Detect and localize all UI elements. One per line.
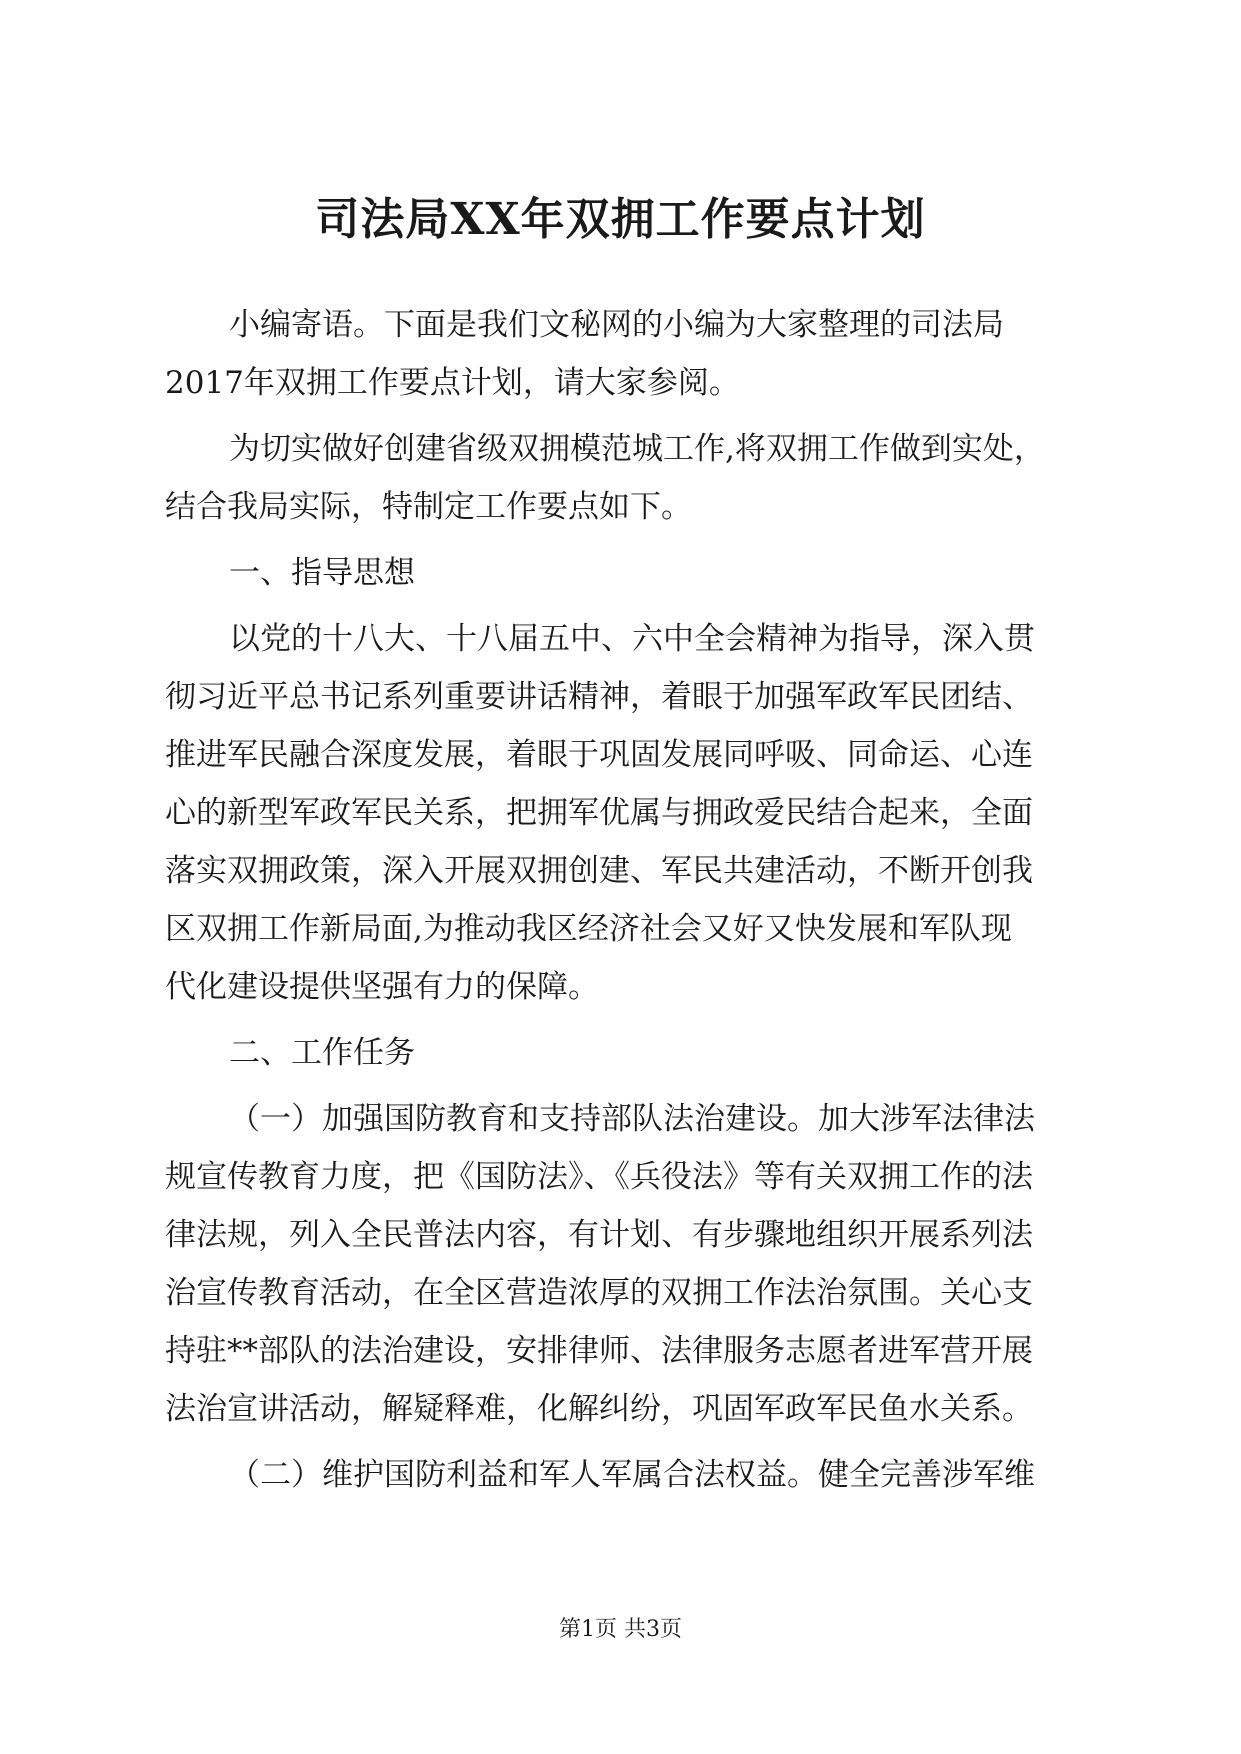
document-body	[165, 296, 1085, 1512]
paragraph	[165, 1090, 1085, 1438]
paragraph-line: 治宣传教育活动，在全区营造浓厚的双拥工作法治氛围。关心支	[165, 1275, 1033, 1311]
paragraph-line: 律法规，列入全民普法内容，有计划、有步骤地组织开展系列法	[165, 1217, 1033, 1253]
page-footer: 第1页 共3页	[559, 1617, 682, 1642]
paragraph-line: 持驻**部队的法治建设，安排律师、法律服务志愿者进军营开展	[165, 1333, 1033, 1369]
paragraph	[165, 1024, 1085, 1082]
paragraph	[165, 610, 1085, 1016]
paragraph-line: 二、工作任务	[229, 1035, 415, 1071]
paragraph-line: （二）维护国防利益和军人军属合法权益。健全完善涉军维	[229, 1457, 1035, 1493]
paragraph-line: 为切实做好创建省级双拥模范城工作,将双拥工作做到实处，	[229, 431, 1045, 467]
paragraph-line: 区双拥工作新局面,为推动我区经济社会又好又快发展和军队现	[165, 911, 1012, 947]
paragraph	[165, 1446, 1085, 1504]
paragraph-line: 结合我局实际，特制定工作要点如下。	[165, 489, 692, 525]
document-title: 司法局XX年双拥工作要点计划	[315, 194, 926, 245]
paragraph-line: 代化建设提供坚强有力的保障。	[165, 969, 599, 1005]
paragraph-line: 彻习近平总书记系列重要讲话精神，着眼于加强军政军民团结、	[165, 679, 1033, 715]
paragraph-line: 以党的十八大、十八届五中、六中全会精神为指导，深入贯	[229, 621, 1035, 657]
paragraph-line: 法治宣讲活动，解疑释难，化解纠纷，巩固军政军民鱼水关系。	[165, 1391, 1033, 1427]
paragraph-line: 一、指导思想	[229, 555, 415, 591]
paragraph-line: 心的新型军政军民关系，把拥军优属与拥政爱民结合起来，全面	[165, 795, 1033, 831]
paragraph	[165, 420, 1085, 536]
paragraph-line: 小编寄语。下面是我们文秘网的小编为大家整理的司法局	[229, 307, 1004, 343]
paragraph-line: 2017年双拥工作要点计划，请大家参阅。	[165, 365, 740, 401]
paragraph-line: 规宣传教育力度，把《国防法》、《兵役法》等有关双拥工作的法	[165, 1159, 1033, 1195]
paragraph-line: 落实双拥政策，深入开展双拥创建、军民共建活动，不断开创我	[165, 853, 1033, 889]
paragraph	[165, 544, 1085, 602]
paragraph	[165, 296, 1085, 412]
paragraph-line: （一）加强国防教育和支持部队法治建设。加大涉军法律法	[229, 1101, 1035, 1137]
paragraph-line: 推进军民融合深度发展，着眼于巩固发展同呼吸、同命运、心连	[165, 737, 1033, 773]
